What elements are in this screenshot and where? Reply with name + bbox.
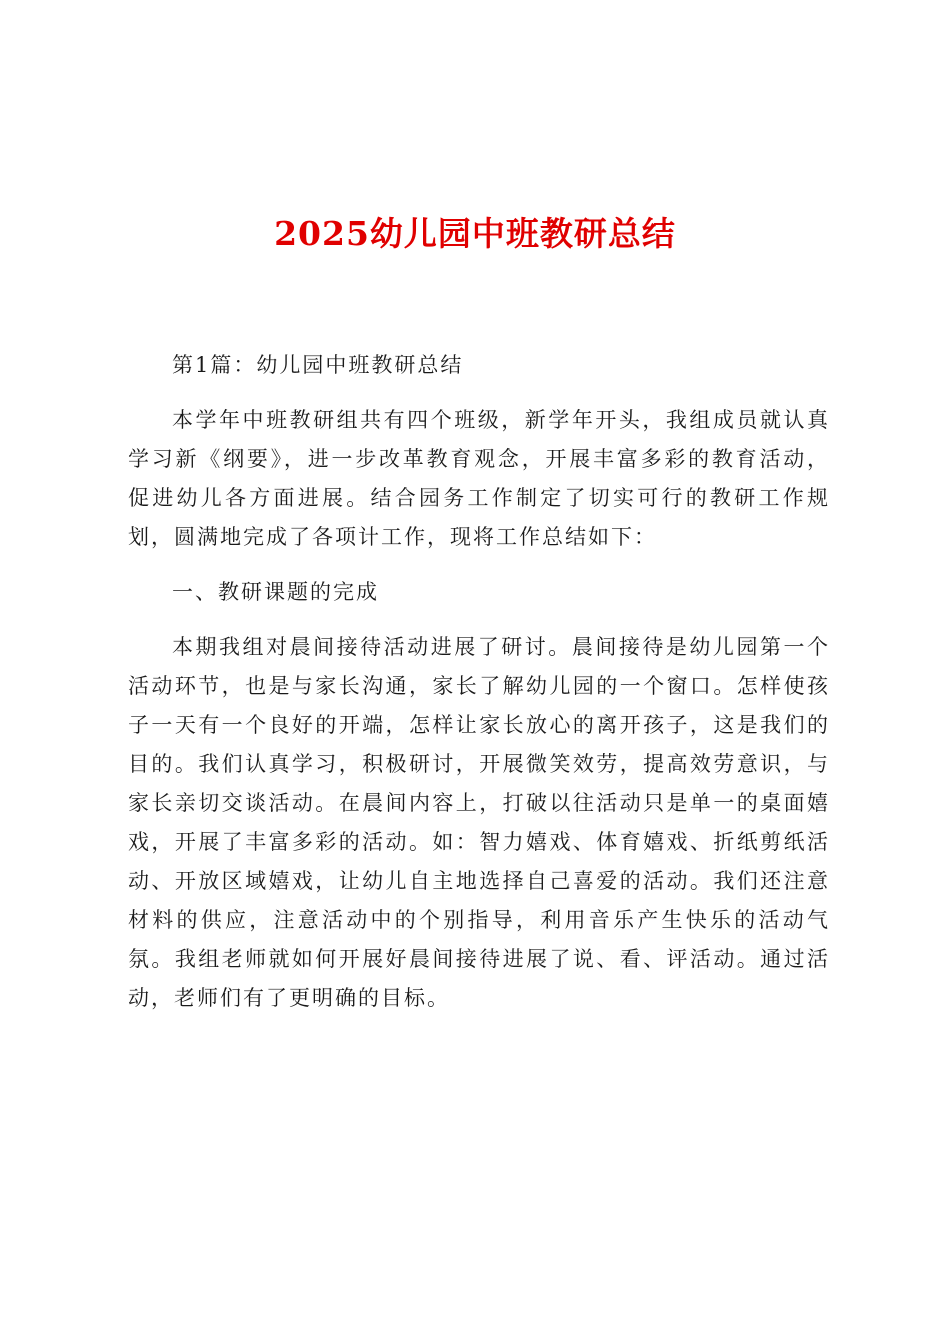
- section-heading-part-1: 第1篇：幼儿园中班教研总结: [172, 353, 464, 377]
- intro-paragraph: 本学年中班教研组共有四个班级，新学年开头，我组成员就认真学习新《纲要》，进一步改革教育观念，开展丰富多彩的教育活动，促进幼儿各方面进展。结合园务工作制定了切实可行的教研工作规划，圆满地完成了各项计工作，现将工作总结如下：: [128, 408, 830, 549]
- section-heading-research-topic: 一、教研课题的完成: [172, 580, 379, 604]
- document-body: [128, 346, 830, 1034]
- research-topic-paragraph: 本期我组对晨间接待活动进展了研讨。晨间接待是幼儿园第一个活动环节，也是与家长沟通，家长了解幼儿园的一个窗口。怎样使孩子一天有一个良好的开端，怎样让家长放心的离开孩子，这是我们的目的。我们认真学习，积极研讨，开展微笑效劳，提高效劳意识，与家长亲切交谈活动。在晨间内容上，打破以往活动只是单一的桌面嬉戏，开展了丰富多彩的活动。如：智力嬉戏、体育嬉戏、折纸剪纸活动、开放区域嬉戏，让幼儿自主地选择自己喜爱的活动。我们还注意材料的供应，注意活动中的个别指导，利用音乐产生快乐的活动气氛。我组老师就如何开展好晨间接待进展了说、看、评活动。通过活动，老师们有了更明确的目标。: [128, 635, 830, 1010]
- document-title: 2025幼儿园中班教研总结: [274, 214, 676, 253]
